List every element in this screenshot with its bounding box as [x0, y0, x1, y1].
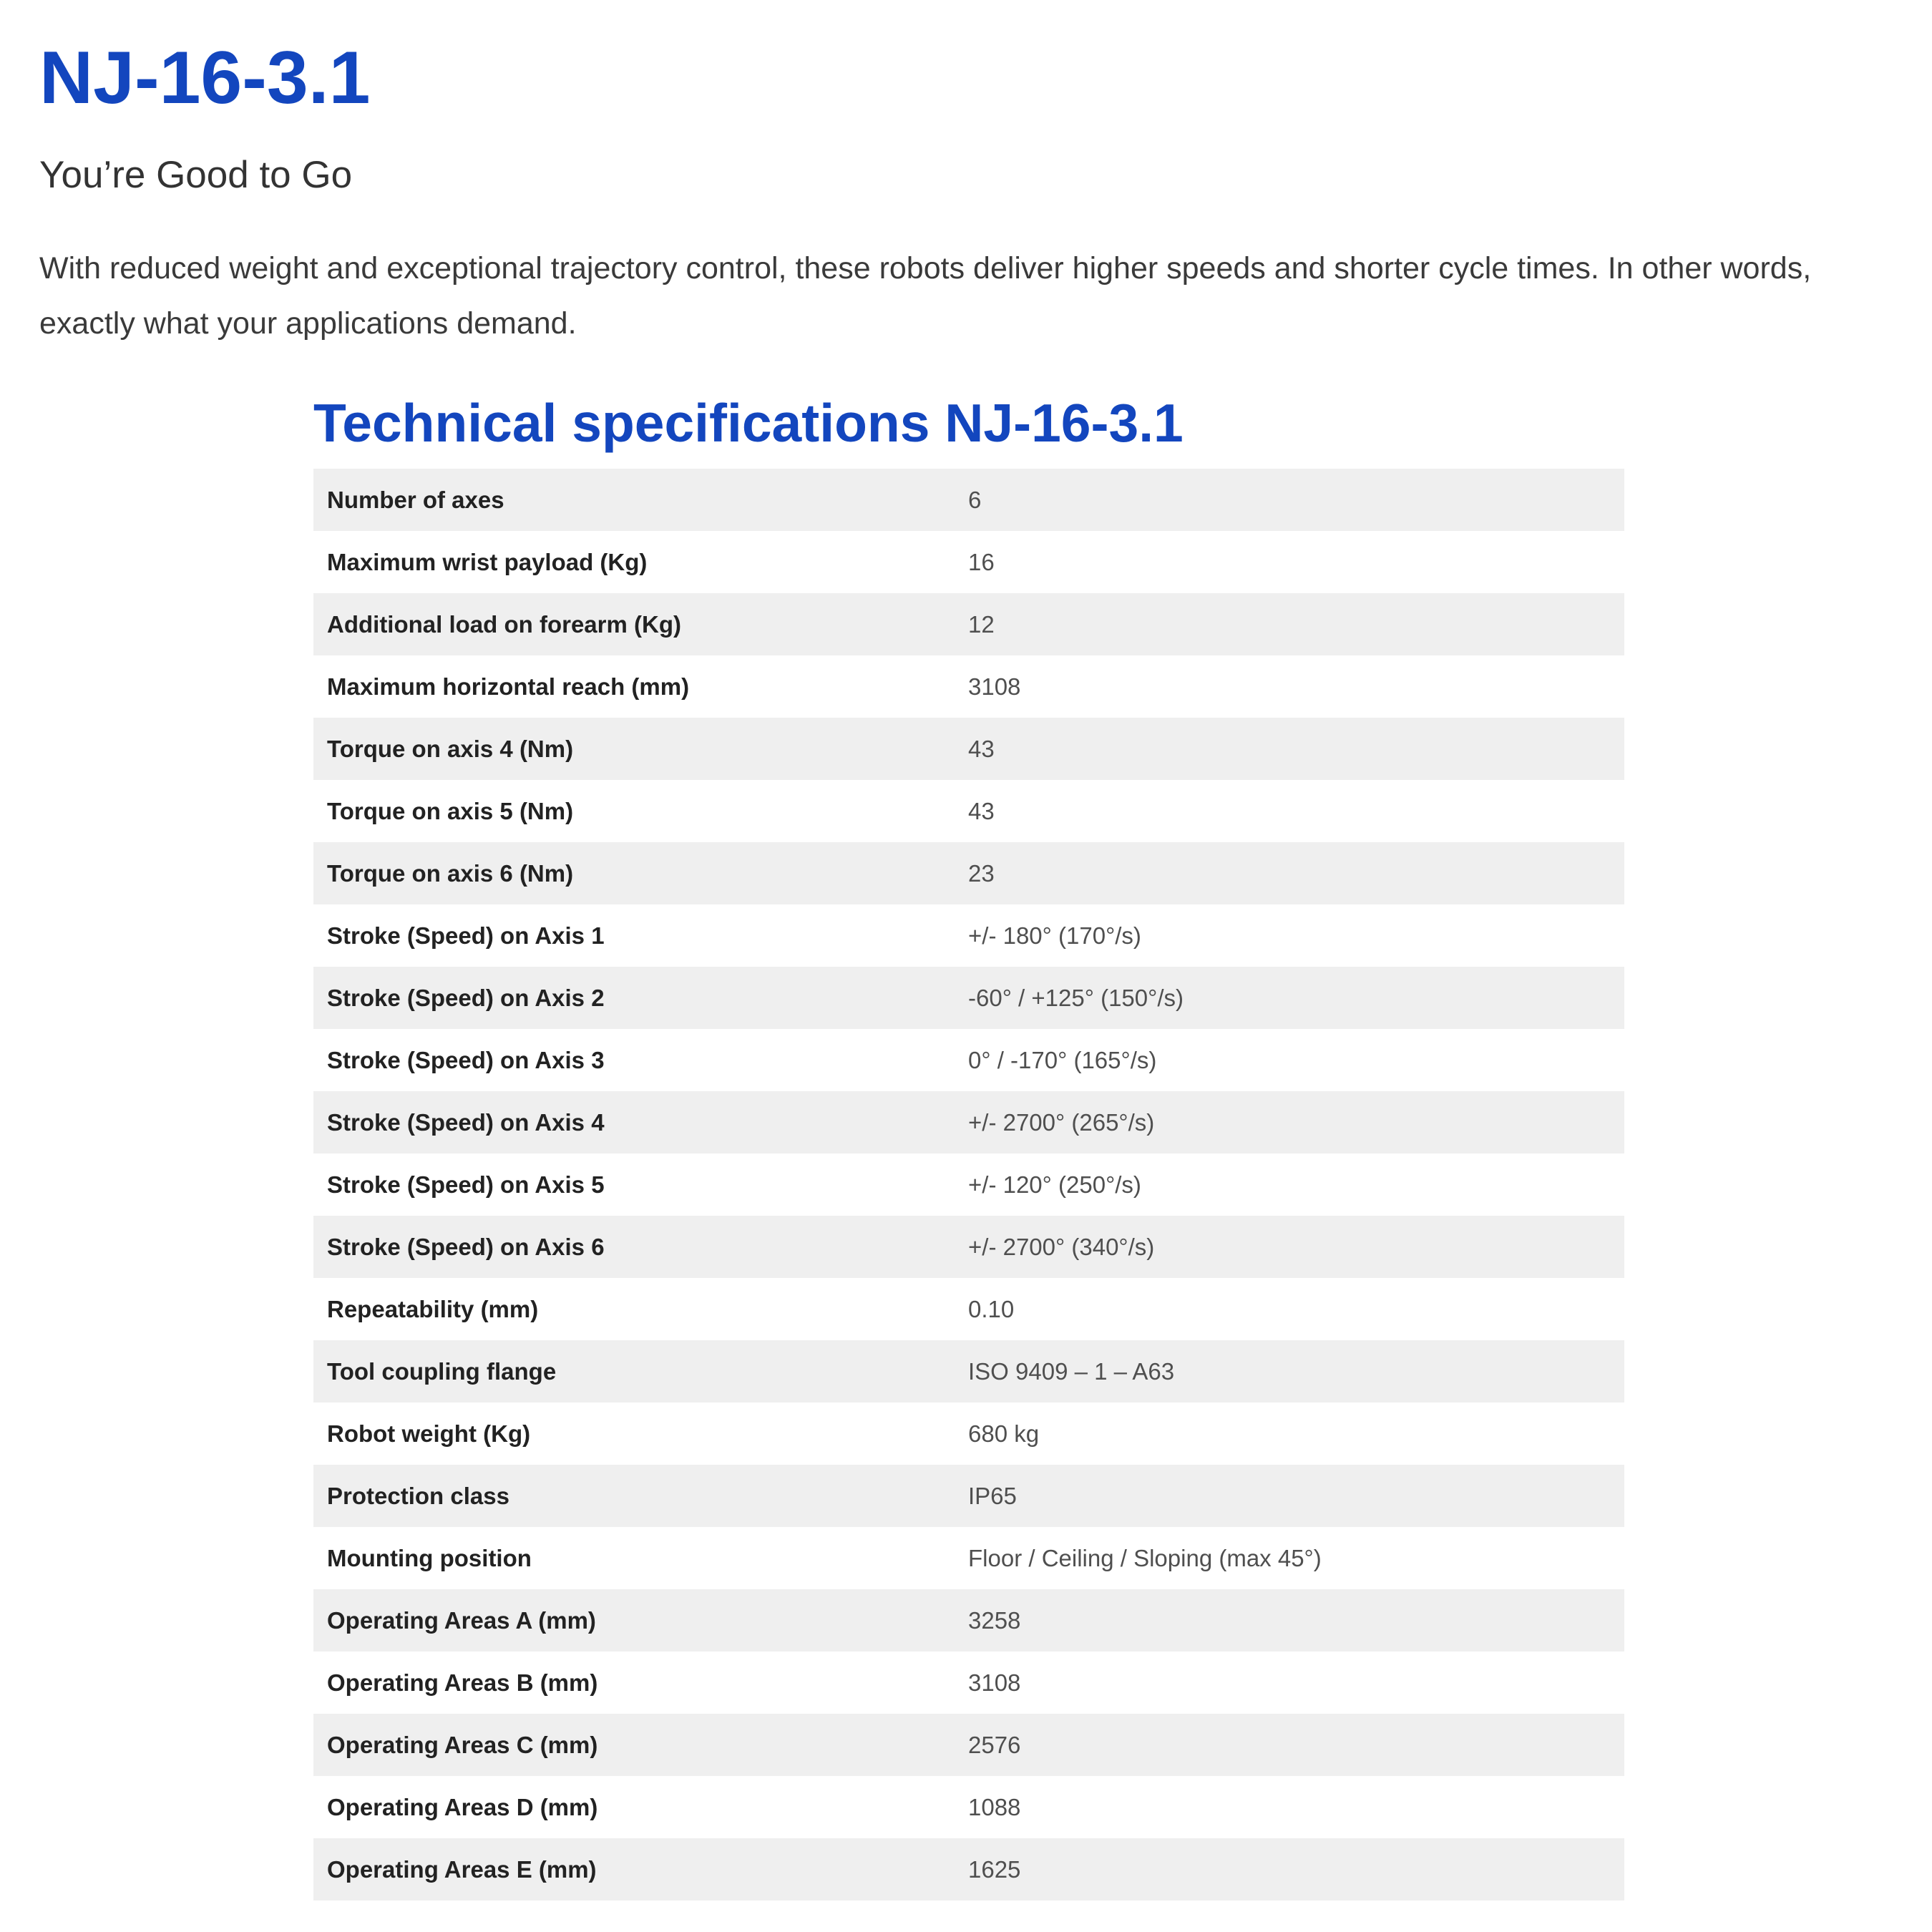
spec-label: Additional load on forearm (Kg) [327, 610, 681, 638]
spec-label: Stroke (Speed) on Axis 2 [327, 984, 605, 1011]
table-row [313, 967, 1624, 1029]
spec-label: Operating Areas A (mm) [327, 1606, 596, 1634]
spec-value: -60° / +125° (150°/s) [968, 984, 1184, 1011]
table-row [313, 1465, 1624, 1527]
spec-value: 3108 [968, 673, 1021, 700]
spec-table [313, 469, 1624, 1901]
spec-label: Stroke (Speed) on Axis 5 [327, 1171, 605, 1198]
spec-label: Torque on axis 4 (Nm) [327, 735, 574, 762]
spec-value: 12 [968, 610, 995, 638]
spec-value: 3258 [968, 1606, 1021, 1634]
spec-label: Operating Areas C (mm) [327, 1731, 598, 1758]
page-title: NJ-16-3.1 [39, 36, 371, 119]
specs-section [313, 393, 1624, 1901]
table-row [313, 1402, 1624, 1465]
spec-label: Torque on axis 6 (Nm) [327, 859, 574, 887]
table-row [313, 1838, 1624, 1901]
table-row [313, 718, 1624, 780]
table-row [313, 842, 1624, 904]
spec-value: 3108 [968, 1669, 1021, 1696]
spec-value: 2576 [968, 1731, 1021, 1758]
table-row [313, 1652, 1624, 1714]
spec-label: Torque on axis 5 (Nm) [327, 797, 574, 824]
intro-section [39, 0, 1889, 351]
table-row [313, 1216, 1624, 1278]
spec-label: Stroke (Speed) on Axis 4 [327, 1108, 605, 1136]
spec-value: 6 [968, 486, 982, 513]
table-row [313, 593, 1624, 655]
table-row [313, 1091, 1624, 1153]
spec-value: +/- 2700° (340°/s) [968, 1233, 1155, 1260]
spec-label: Mounting position [327, 1544, 532, 1571]
table-row [313, 531, 1624, 593]
table-row [313, 1153, 1624, 1216]
spec-label: Operating Areas B (mm) [327, 1669, 598, 1696]
spec-value: 1625 [968, 1855, 1021, 1883]
spec-value: 1088 [968, 1793, 1021, 1820]
table-row [313, 655, 1624, 718]
table-row [313, 1029, 1624, 1091]
spec-label: Stroke (Speed) on Axis 6 [327, 1233, 605, 1260]
spec-value: Floor / Ceiling / Sloping (max 45°) [968, 1544, 1322, 1571]
spec-value: 0° / -170° (165°/s) [968, 1046, 1157, 1073]
spec-value: 680 kg [968, 1420, 1040, 1447]
table-row [313, 1527, 1624, 1589]
spec-label: Operating Areas E (mm) [327, 1855, 597, 1883]
spec-value: +/- 120° (250°/s) [968, 1171, 1141, 1198]
spec-value: +/- 180° (170°/s) [968, 922, 1141, 949]
spec-label: Operating Areas D (mm) [327, 1793, 598, 1820]
table-row [313, 1340, 1624, 1402]
page-description: With reduced weight and exceptional trajectory control, these robots deliver higher speeds and shorter cycle times. In other words, exactly what your applications demand. [39, 251, 1812, 341]
table-row [313, 780, 1624, 842]
spec-value: 43 [968, 735, 995, 762]
spec-value: IP65 [968, 1482, 1017, 1509]
spec-label: Protection class [327, 1482, 509, 1509]
spec-value: +/- 2700° (265°/s) [968, 1108, 1155, 1136]
table-row [313, 1278, 1624, 1340]
table-row [313, 1589, 1624, 1652]
spec-label: Repeatability (mm) [327, 1295, 539, 1322]
spec-label: Number of axes [327, 486, 504, 513]
table-row [313, 904, 1624, 967]
page-subtitle: You’re Good to Go [39, 154, 353, 196]
table-row [313, 1714, 1624, 1776]
spec-label: Maximum wrist payload (Kg) [327, 548, 648, 575]
table-row [313, 469, 1624, 531]
spec-label: Stroke (Speed) on Axis 1 [327, 922, 605, 949]
spec-value: 0.10 [968, 1295, 1015, 1322]
spec-value: 23 [968, 859, 995, 887]
spec-label: Maximum horizontal reach (mm) [327, 673, 690, 700]
spec-value: 43 [968, 797, 995, 824]
spec-label: Tool coupling flange [327, 1357, 557, 1385]
spec-label: Robot weight (Kg) [327, 1420, 531, 1447]
spec-value: 16 [968, 548, 995, 575]
spec-value: ISO 9409 – 1 – A63 [968, 1357, 1175, 1385]
table-row [313, 1776, 1624, 1838]
spec-label: Stroke (Speed) on Axis 3 [327, 1046, 605, 1073]
specs-heading: Technical specifications NJ-16-3.1 [313, 393, 1184, 454]
